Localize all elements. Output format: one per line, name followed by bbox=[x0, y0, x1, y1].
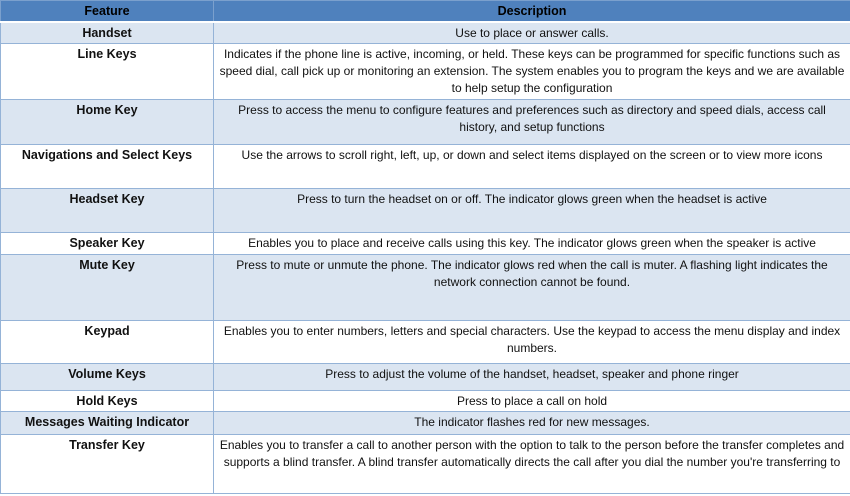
feature-cell: Home Key bbox=[1, 99, 214, 144]
table-row bbox=[1, 254, 850, 320]
table-row bbox=[1, 434, 850, 493]
description-cell: Enables you to place and receive calls using this key. The indicator glows green when the speaker is active bbox=[214, 232, 850, 254]
feature-cell: Messages Waiting Indicator bbox=[1, 411, 214, 434]
table-row bbox=[1, 144, 850, 188]
feature-cell: Transfer Key bbox=[1, 434, 214, 493]
description-cell: Enables you to transfer a call to another person with the option to talk to the person before the transfer completes and supports a blind transfer. A blind transfer automatically directs the call after you dial the number you're transferring to bbox=[214, 434, 850, 493]
table-row bbox=[1, 411, 850, 434]
description-cell: Press to adjust the volume of the handset, headset, speaker and phone ringer bbox=[214, 363, 850, 390]
feature-cell: Headset Key bbox=[1, 188, 214, 232]
feature-cell: Keypad bbox=[1, 320, 214, 363]
feature-cell: Handset bbox=[1, 22, 214, 43]
description-cell: Use to place or answer calls. bbox=[214, 22, 850, 43]
description-cell: Use the arrows to scroll right, left, up, or down and select items displayed on the screen or to view more icons bbox=[214, 144, 850, 188]
table-row bbox=[1, 99, 850, 144]
table-row bbox=[1, 188, 850, 232]
table-row bbox=[1, 390, 850, 411]
description-cell: The indicator flashes red for new messages. bbox=[214, 411, 850, 434]
table-row bbox=[1, 232, 850, 254]
feature-cell: Line Keys bbox=[1, 43, 214, 99]
feature-cell: Speaker Key bbox=[1, 232, 214, 254]
column-header-description: Description bbox=[214, 1, 850, 23]
description-cell: Press to mute or unmute the phone. The indicator glows red when the call is muter. A flashing light indicates the network connection cannot be found. bbox=[214, 254, 850, 320]
table-row bbox=[1, 22, 850, 43]
description-cell: Indicates if the phone line is active, incoming, or held. These keys can be programmed for specific functions such as speed dial, call pick up or monitoring an extension. The system enables you to program the keys and we are available to help setup the configuration bbox=[214, 43, 850, 99]
feature-cell: Mute Key bbox=[1, 254, 214, 320]
description-cell: Enables you to enter numbers, letters and special characters. Use the keypad to access the menu display and index numbers. bbox=[214, 320, 850, 363]
table-row bbox=[1, 43, 850, 99]
feature-cell: Navigations and Select Keys bbox=[1, 144, 214, 188]
description-cell: Press to place a call on hold bbox=[214, 390, 850, 411]
feature-cell: Hold Keys bbox=[1, 390, 214, 411]
description-cell: Press to turn the headset on or off. The indicator glows green when the headset is active bbox=[214, 188, 850, 232]
header-row bbox=[1, 1, 850, 23]
feature-cell: Volume Keys bbox=[1, 363, 214, 390]
column-header-feature: Feature bbox=[1, 1, 214, 23]
table-row bbox=[1, 320, 850, 363]
table-row bbox=[1, 363, 850, 390]
description-cell: Press to access the menu to configure features and preferences such as directory and speed dials, access call history, and setup functions bbox=[214, 99, 850, 144]
